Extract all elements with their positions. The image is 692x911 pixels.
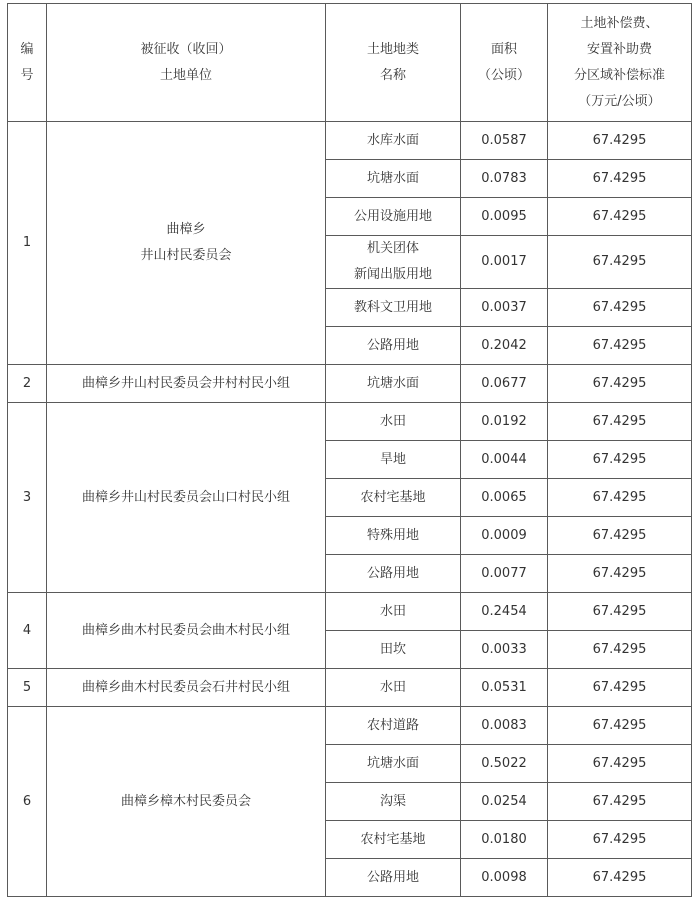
cell-unit: 曲樟乡井山村民委员会井村村民小组: [47, 365, 326, 403]
table-row: [8, 593, 692, 631]
cell-area: 0.0037: [461, 289, 548, 327]
cell-area: 0.0009: [461, 517, 548, 555]
cell-land-type: 特殊用地: [326, 517, 461, 555]
cell-standard: 67.4295: [548, 593, 692, 631]
cell-no: 5: [8, 669, 47, 707]
cell-area: 0.2042: [461, 327, 548, 365]
cell-area: 0.0587: [461, 122, 548, 160]
cell-standard: 67.4295: [548, 745, 692, 783]
cell-unit: 曲樟乡曲木村民委员会石井村民小组: [47, 669, 326, 707]
cell-land-type: 坑塘水面: [326, 745, 461, 783]
cell-land-type: 公路用地: [326, 555, 461, 593]
header-unit: 被征收（收回） 土地单位: [47, 4, 326, 122]
cell-standard: 67.4295: [548, 669, 692, 707]
cell-area: 0.0783: [461, 160, 548, 198]
compensation-table: [7, 3, 692, 897]
cell-no: 1: [8, 122, 47, 365]
cell-land-type: 水田: [326, 669, 461, 707]
cell-standard: 67.4295: [548, 555, 692, 593]
cell-unit: 曲樟乡曲木村民委员会曲木村民小组: [47, 593, 326, 669]
cell-area: 0.2454: [461, 593, 548, 631]
header-area: 面积 （公顷）: [461, 4, 548, 122]
cell-land-type: 坑塘水面: [326, 160, 461, 198]
cell-standard: 67.4295: [548, 821, 692, 859]
cell-standard: 67.4295: [548, 289, 692, 327]
cell-land-type: 农村道路: [326, 707, 461, 745]
cell-area: 0.5022: [461, 745, 548, 783]
cell-standard: 67.4295: [548, 859, 692, 897]
table-row: [8, 707, 692, 745]
cell-land-type: 沟渠: [326, 783, 461, 821]
cell-land-type: 水田: [326, 593, 461, 631]
cell-land-type: 农村宅基地: [326, 479, 461, 517]
cell-area: 0.0065: [461, 479, 548, 517]
cell-no: 3: [8, 403, 47, 593]
cell-land-type: 公用设施用地: [326, 198, 461, 236]
cell-area: 0.0180: [461, 821, 548, 859]
cell-standard: 67.4295: [548, 631, 692, 669]
cell-standard: 67.4295: [548, 479, 692, 517]
cell-unit: 曲樟乡樟木村民委员会: [47, 707, 326, 897]
cell-area: 0.0077: [461, 555, 548, 593]
cell-area: 0.0044: [461, 441, 548, 479]
cell-land-type: 机关团体 新闻出版用地: [326, 236, 461, 289]
cell-land-type: 水库水面: [326, 122, 461, 160]
cell-area: 0.0083: [461, 707, 548, 745]
cell-land-type: 公路用地: [326, 327, 461, 365]
cell-area: 0.0192: [461, 403, 548, 441]
cell-unit: 曲樟乡井山村民委员会山口村民小组: [47, 403, 326, 593]
cell-no: 4: [8, 593, 47, 669]
cell-land-type: 教科文卫用地: [326, 289, 461, 327]
cell-area: 0.0033: [461, 631, 548, 669]
cell-standard: 67.4295: [548, 160, 692, 198]
cell-area: 0.0531: [461, 669, 548, 707]
cell-standard: 67.4295: [548, 122, 692, 160]
cell-standard: 67.4295: [548, 441, 692, 479]
cell-standard: 67.4295: [548, 403, 692, 441]
header-type: 土地地类 名称: [326, 4, 461, 122]
cell-land-type: 公路用地: [326, 859, 461, 897]
cell-no: 2: [8, 365, 47, 403]
cell-standard: 67.4295: [548, 198, 692, 236]
cell-area: 0.0017: [461, 236, 548, 289]
table-row: [8, 365, 692, 403]
header-standard: 土地补偿费、 安置补助费 分区域补偿标准 （万元/公顷）: [548, 4, 692, 122]
cell-area: 0.0098: [461, 859, 548, 897]
table-row: [8, 669, 692, 707]
cell-standard: 67.4295: [548, 783, 692, 821]
table-row: [8, 122, 692, 160]
cell-land-type: 农村宅基地: [326, 821, 461, 859]
cell-unit: 曲樟乡 井山村民委员会: [47, 122, 326, 365]
cell-land-type: 水田: [326, 403, 461, 441]
cell-no: 6: [8, 707, 47, 897]
cell-land-type: 田坎: [326, 631, 461, 669]
cell-area: 0.0677: [461, 365, 548, 403]
header-row: [8, 4, 692, 122]
cell-area: 0.0095: [461, 198, 548, 236]
table-row: [8, 403, 692, 441]
cell-land-type: 旱地: [326, 441, 461, 479]
cell-land-type: 坑塘水面: [326, 365, 461, 403]
header-no: 编 号: [8, 4, 47, 122]
cell-standard: 67.4295: [548, 707, 692, 745]
cell-standard: 67.4295: [548, 327, 692, 365]
cell-area: 0.0254: [461, 783, 548, 821]
cell-standard: 67.4295: [548, 517, 692, 555]
cell-standard: 67.4295: [548, 236, 692, 289]
cell-standard: 67.4295: [548, 365, 692, 403]
